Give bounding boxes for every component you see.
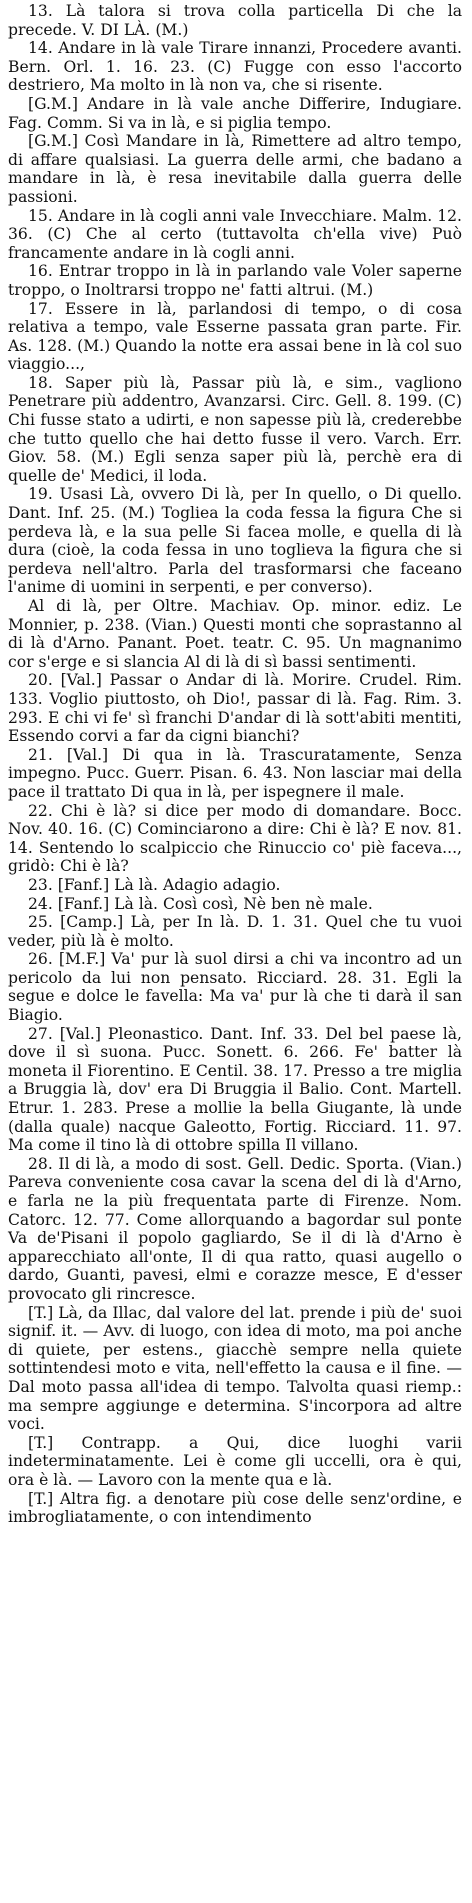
entry-text: 14. Andare in là vale Tirare innanzi, Procedere avanti. Bern. Orl. 1. 16. 23. (C) Fugge con esso l'accorto destriero, Ma molto in là non va, che si risente. <box>8 39 462 95</box>
entry-20 <box>8 671 462 745</box>
entry-text: Al di là, per Oltre. Machiav. Op. minor. ediz. Le Monnier, p. 238. (Vian.) Questi monti che soprastanno al di là d'Arno. Panant. Poet. teatr. C. 95. Un magnanimo cor s'erge e si slancia Al di là di sì bassi sentimenti. <box>8 597 462 671</box>
entry-text: [T.] Contrapp. a Qui, dice luoghi varii indeterminatamente. Lei è come gli uccelli, ora è qui, ora è là. — Lavoro con la mente qua e là. <box>8 1433 462 1489</box>
entry-14 <box>8 39 462 95</box>
entry-text: 28. Il di là, a modo di sost. Gell. Dedic. Sporta. (Vian.) Pareva conveniente cosa cavar la scena del di là d'Arno, e farla ne la più frequentata parte di Firenze. Nom. Catorc. 12. 77. Come allorquando a bagordar sul ponte Va de'Pisani il popolo gagliardo, Se il di là d'Arno è apparecchiato all'onte, Il di qua ratto, quasi augello o dardo, Guanti, pavesi, elmi e corazze mesce, E d'esser provocato gli rincresce. <box>8 1154 462 1303</box>
entry-text: [G.M.] Così Mandare in là, Rimettere ad altro tempo, di affare qualsiasi. La guerra delle armi, che badano a mandare in là, è resa inevitabile dalla guerra delle passioni. <box>8 132 462 206</box>
entry-19 <box>8 485 462 597</box>
entry-15 <box>8 207 462 263</box>
dictionary-column <box>8 2 462 1527</box>
entry-text: [T.] Altra fig. a denotare più cose delle senz'ordine, e imbrogliatamente, o con intendimento <box>8 1489 462 1527</box>
entry-26 <box>8 950 462 1024</box>
entry-text: 25. [Camp.] Là, per In là. D. 1. 31. Quel che tu vuoi veder, più là è molto. <box>8 913 462 950</box>
entry-text: 21. [Val.] Di qua in là. Trascuratamente, Senza impegno. Pucc. Guerr. Pisan. 6. 43. Non lasciar mai della pace il trattato Di qua in là, per ispegnere il male. <box>8 745 462 801</box>
entry-text: [G.M.] Andare in là vale anche Differire, Indugiare. Fag. Comm. Si va in là, e si piglia tempo. <box>8 94 462 132</box>
entry-text: 22. Chi è là? si dice per modo di domandare. Bocc. Nov. 40. 16. (C) Cominciarono a dire: Chi è là? E nov. 81. 14. Sentendo lo scalpiccio che Rinuccio co' piè faceva..., gridò: Chi è là? <box>8 801 462 876</box>
entry-17 <box>8 300 462 374</box>
entry-19-al-di-la <box>8 597 462 671</box>
entry-27 <box>8 1025 462 1155</box>
entry-21 <box>8 746 462 802</box>
entry-text: 26. [M.F.] Va' pur là suol dirsi a chi va incontro ad un pericolo da lui non pensato. Ricciard. 28. 31. Egli la segue e dolce le favella: Ma va' pur là che ti darà il san Biagio. <box>8 950 462 1025</box>
entry-text: 15. Andare in là cogli anni vale Invecchiare. Malm. 12. 36. (C) Che al certo (tuttavolta ch'ella vive) Può francamente andare in là cogli anni. <box>8 206 462 262</box>
entry-text: 20. [Val.] Passar o Andar di là. Morire. Crudel. Rim. 133. Voglio piuttosto, oh Dio!, passar di là. Fag. Rim. 3. 293. E chi vi fe' sì franchi D'andar di là sott'abiti mentiti, Essendo corvi a far da cigni bianchi? <box>8 671 462 746</box>
entry-text: 24. [Fanf.] Là là. Così così, Nè ben nè male. <box>28 894 373 913</box>
entry-14-mandare-in-la <box>8 132 462 206</box>
entry-25 <box>8 913 462 950</box>
entry-text: 18. Saper più là, Passar più là, e sim., vagliono Penetrare più addentro, Avanzarsi. Circ. Gell. 8. 199. (C) Chi fusse stato a udirti, e non sapesse più là, crederebbe che tutto quello che hai detto fusse il vero. Varch. Err. Giov. 58. (M.) Egli senza saper più là, perchè era di quelle de' Medici, il loda. <box>8 373 462 485</box>
entry-13 <box>8 2 462 39</box>
entry-text: 19. Usasi Là, ovvero Di là, per In quello, o Di quello. Dant. Inf. 25. (M.) Togliea la coda fessa la figura Che si perdeva là, e la sua pelle Si facea molle, e quella di là dura (cioè, la coda fessa in uno toglieva la figura che si perdeva nell'altro. Parla del trasformarsi che faceano l'anime di uomini in serpenti, e per converso). <box>8 485 462 597</box>
entry-14-andare-in-la-differire <box>8 95 462 132</box>
entry-text: 23. [Fanf.] Là là. Adagio adagio. <box>28 875 281 894</box>
entry-t-altra-fig <box>8 1490 462 1527</box>
entry-23 <box>8 876 462 895</box>
entry-24 <box>8 895 462 914</box>
entry-22 <box>8 802 462 876</box>
entry-16 <box>8 262 462 299</box>
entry-18 <box>8 374 462 486</box>
entry-text: 27. [Val.] Pleonastico. Dant. Inf. 33. Del bel paese là, dove il sì suona. Pucc. Sonett. 6. 266. Fe' batter là moneta il Fiorentino. E Centil. 38. 17. Presso a tre miglia a Bruggia là, dov' era Di Bruggia il Balio. Cont. Martell. Etrur. 1. 283. Prese a mollie la bella Giugante, là unde (dalla quale) nacque Galeotto, Fortig. Ricciard. 11. 97. Ma come il tino là di ottobre spilla Il villano. <box>8 1024 462 1155</box>
entry-28 <box>8 1155 462 1304</box>
entry-text: 13. Là talora si trova colla particella Di che la precede. V. DI LÀ. (M.) <box>8 2 462 39</box>
entry-text: 16. Entrar troppo in là in parlando vale Voler saperne troppo, o Inoltrarsi troppo ne' fatti altrui. (M.) <box>8 262 462 299</box>
entry-text: 17. Essere in là, parlandosi di tempo, o di cosa relativa a tempo, vale Esserne passata gran parte. Fir. As. 128. (M.) Quando la notte era assai bene in là col suo viaggio..., <box>8 299 462 374</box>
entry-t-contrapp-a-qui <box>8 1434 462 1490</box>
entry-t-la-da-illac <box>8 1304 462 1434</box>
entry-text: [T.] Là, da Illac, dal valore del lat. prende i più de' suoi signif. it. — Avv. di luogo, con idea di moto, ma poi anche di quiete, per estens., giacchè sempre nella quiete sottintendesi moto e vita, nell'effetto la causa e il fine. — Dal moto passa all'idea di tempo. Talvolta quasi riemp.: ma sempre aggiunge e determina. S'incorpora ad altre voci. <box>8 1303 462 1434</box>
